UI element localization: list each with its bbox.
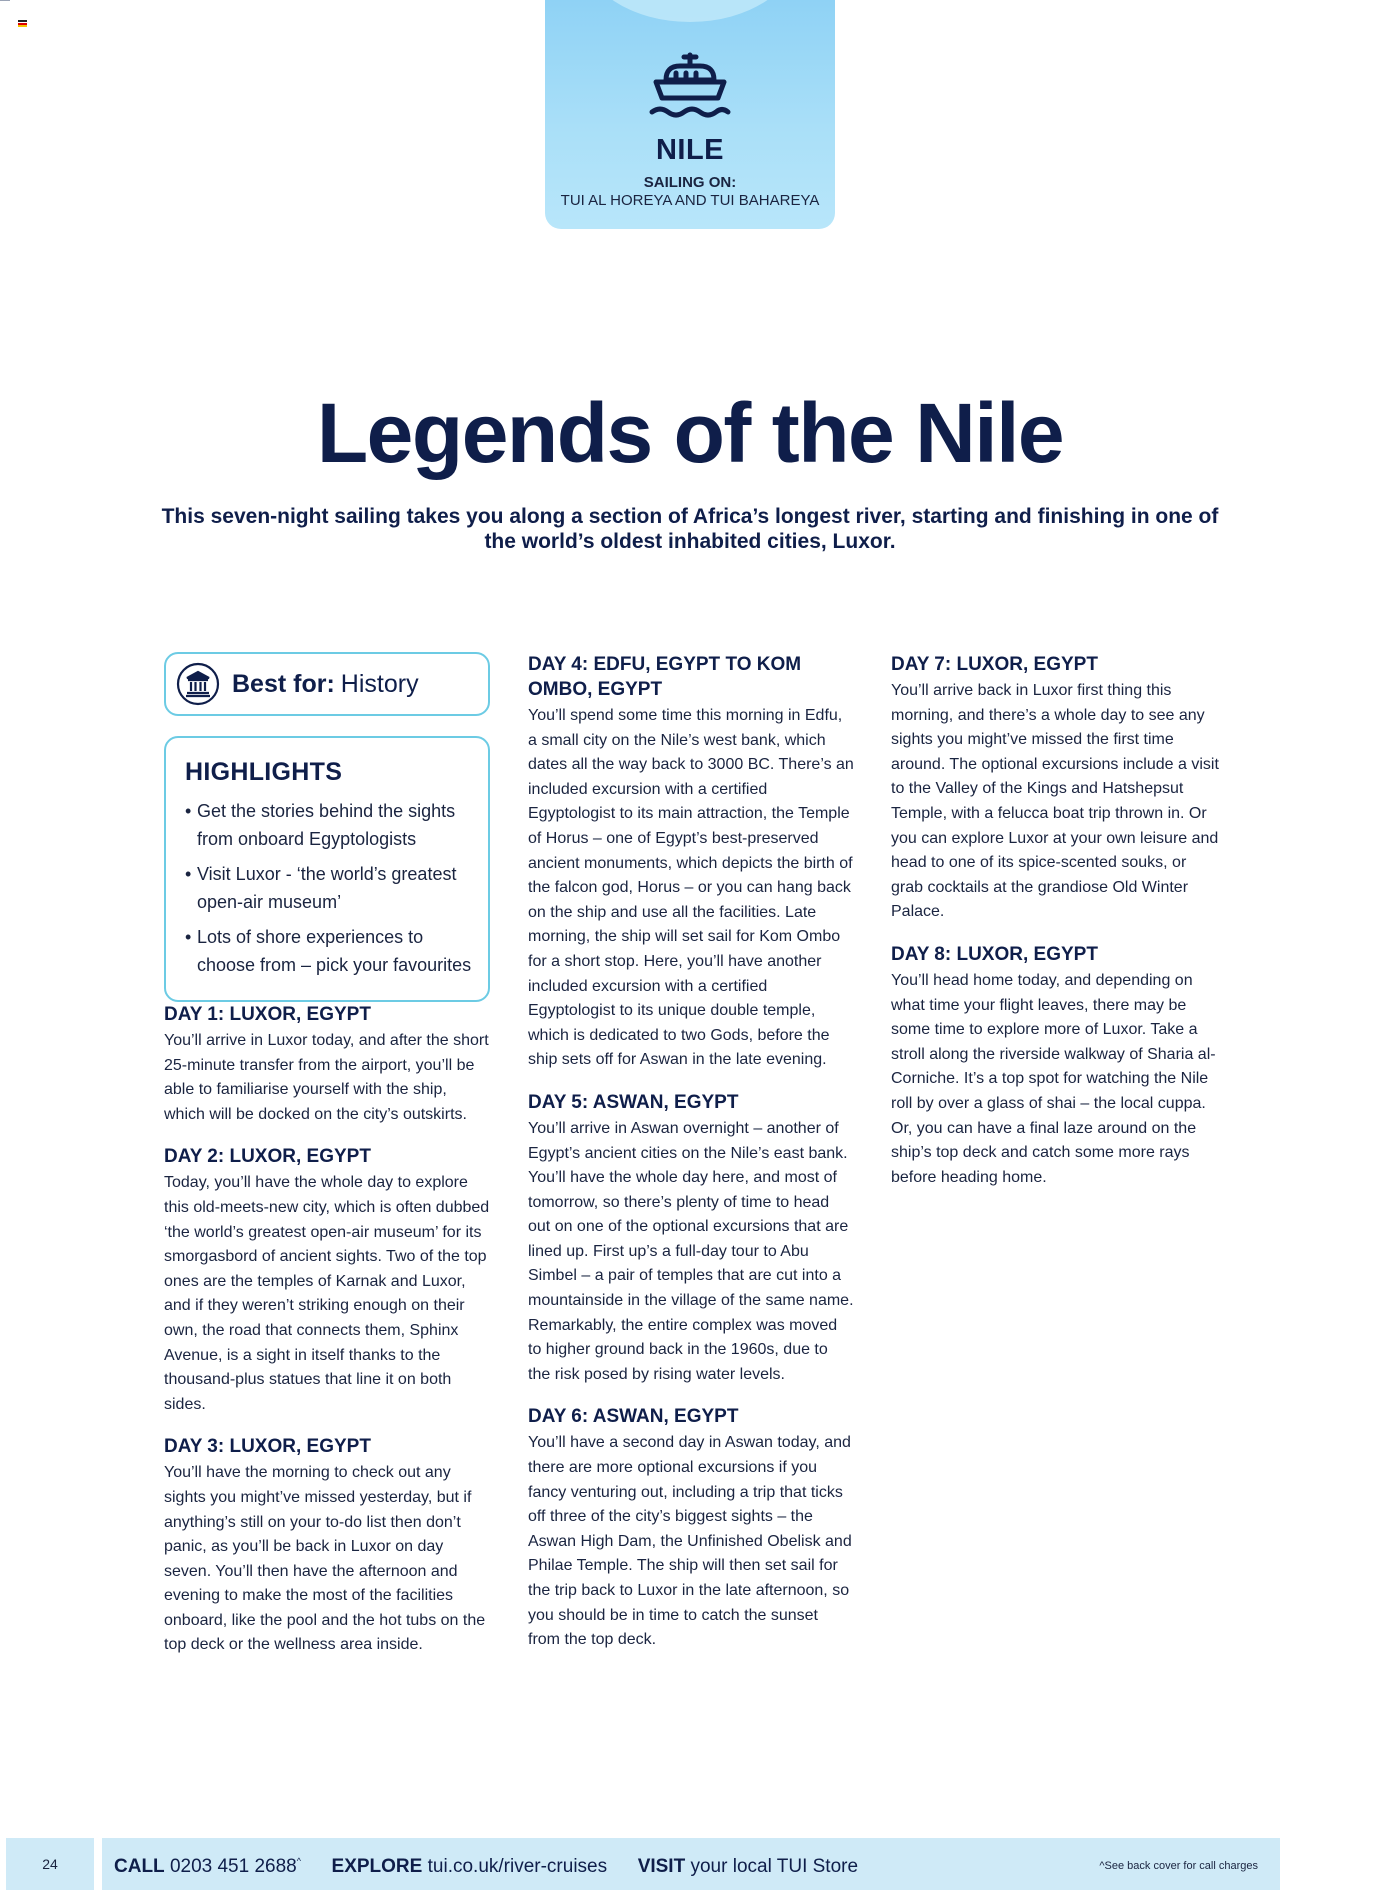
page-title: Legends of the Nile — [316, 386, 1064, 480]
call-label: CALL — [114, 1856, 165, 1877]
best-for-box — [164, 652, 490, 716]
day-section — [164, 1434, 490, 1658]
flag-icon — [18, 20, 27, 27]
best-for-value: History — [340, 669, 419, 698]
destination-banner — [545, 0, 835, 229]
day-title: DAY 3: LUXOR, EGYPT — [164, 1436, 371, 1458]
highlights-list — [185, 797, 472, 979]
day-text: You’ll arrive back in Luxor first thing this morning, and there’s a whole day to see any sights you might’ve missed the first time around. The optional excursions include a visit to the Valley of the Kings and Hatshepsut Temple, with a felucca boat trip thrown in. Or you can explore Luxor at your own leisure and head to one of its spice-scented souks, or grab cocktails at the grandiose Old Winter Palace. — [891, 682, 1219, 921]
day-section — [164, 1002, 490, 1127]
footer-bar — [0, 1838, 1280, 1890]
museum-icon — [176, 662, 220, 706]
day-text: You’ll arrive in Aswan overnight – another of Egypt’s ancient cities on the Nile’s east bank. You’ll have the whole day here, and most of tomorrow, so there’s plenty of time to head out on one of the optional excursions that are lined up. First up’s a full-day tour to Abu Simbel – a pair of temples that are cut into a mountainside in the village of the same name. Remarkably, the entire complex was moved to higher ground back in the 1960s, due to the risk posed by rising water levels. — [528, 1119, 854, 1383]
highlight-item: • Get the stories behind the sights from onboard Egyptologists — [185, 797, 472, 853]
sailing-on-label: SAILING ON: — [643, 174, 737, 191]
column-left — [164, 652, 490, 1675]
explore-link[interactable]: tui.co.uk/river-cruises — [427, 1856, 608, 1877]
visit-label: VISIT — [637, 1856, 686, 1877]
day-section — [891, 652, 1221, 925]
day-title: DAY 5: ASWAN, EGYPT — [528, 1091, 739, 1113]
day-section — [528, 1404, 854, 1652]
day-text: You’ll have the morning to check out any sights you might’ve missed yesterday, but if anything’s still on your to-do list then don’t panic, as you’ll be back in Luxor on day seven. You’ll then have the afternoon and evening to make the most of the facilities onboard, like the pool and the hot tubs on the top deck or the wellness area inside. — [164, 1464, 486, 1654]
column-middle — [528, 652, 854, 1670]
explore-label: EXPLORE — [331, 1856, 423, 1877]
visit-text: your local TUI Store — [690, 1856, 859, 1877]
call-number[interactable]: 0203 451 2688 — [169, 1856, 297, 1877]
day-section — [164, 1144, 490, 1417]
day-section — [891, 942, 1221, 1190]
day-title: DAY 1: LUXOR, EGYPT — [164, 1004, 371, 1025]
highlight-item: • Visit Luxor - ‘the world’s greatest open-air museum’ — [185, 860, 472, 916]
day-text: You’ll spend some time this morning in Edfu, a small city on the Nile’s west bank, which dates all the way back to 3000 BC. There’s an included excursion with a certified Egyptologist to its main attraction, the Temple of Horus – one of Egypt’s best-preserved ancient monuments, which depicts the birth of the falcon god, Horus – or you can hang back on the ship and use all the facilities. Late morning, the ship will set sail for Kom Ombo for a short stop. Here, you’ll have another included excursion with a certified Egyptologist to its unique double temple, which is dedicated to two Gods, before the ship sets off for Aswan in the late evening. — [528, 707, 854, 1069]
page-number: 24 — [6, 1838, 94, 1890]
best-for-label: Best for: — [232, 669, 335, 698]
day-title: DAY 4: EDFU, EGYPT TO KOM OMBO, EGYPT — [528, 654, 802, 700]
contact-links — [114, 1856, 858, 1878]
day-text: You’ll arrive in Luxor today, and after the short 25-minute transfer from the airport, you’ll be able to familiarise yourself with the ship, which will be docked on the city’s outskirts. — [164, 1032, 489, 1123]
intro-text: This seven-night sailing takes you along a section of Africa’s longest river, starting and finishing in one of the world’s oldest inhabited cities, Luxor. — [161, 505, 1219, 553]
day-text: Today, you’ll have the whole day to explore this old-meets-new city, which is often dubbed ‘the world’s greatest open-air museum’ for its smorgasbord of ancient sights. Two of the top ones are the temples of Karnak and Luxor, and if they weren’t striking enough on their own, the road that connects them, Sphinx Avenue, is a sight in itself thanks to the thousand-plus statues that line it on both sides. — [164, 1174, 490, 1413]
ship-icon — [648, 52, 732, 120]
column-right — [891, 652, 1221, 1207]
banner-arc — [583, 0, 797, 22]
day-title: DAY 7: LUXOR, EGYPT — [891, 654, 1098, 675]
ship-names: TUI AL HOREYA AND TUI BAHAREYA — [560, 192, 820, 209]
highlight-item: • Lots of shore experiences to choose from – pick your favourites — [185, 923, 472, 979]
day-text: You’ll have a second day in Aswan today, and there are more optional excursions if you fancy venturing out, including a trip that ticks off three of the city’s biggest sights – the Aswan High Dam, the Unfinished Obelisk and Philae Temple. The ship will then set sail for the trip back to Luxor in the late afternoon, so you should be in time to catch the sunset from the top deck. — [528, 1434, 852, 1649]
day-text: You’ll head home today, and depending on what time your flight leaves, there may be some time to explore more of Luxor. Take a stroll along the riverside walkway of Sharia al-Corniche. It’s a top spot for watching the Nile roll by over a glass of shai – the local cuppa. Or, you can have a final laze around on the ship’s top deck and catch some more rays before heading home. — [891, 971, 1216, 1186]
corner-mark — [0, 0, 10, 1]
highlights-box — [164, 736, 490, 1002]
banner-region: NILE — [655, 134, 725, 166]
highlights-heading: HIGHLIGHTS — [185, 758, 343, 786]
day-title: DAY 2: LUXOR, EGYPT — [164, 1146, 371, 1168]
day-section — [528, 1090, 854, 1388]
day-section — [528, 652, 854, 1073]
call-charges-mark: ^ — [296, 1856, 301, 1866]
day-title: DAY 8: LUXOR, EGYPT — [891, 943, 1098, 965]
call-charges-note: ^See back cover for call charges — [1099, 1860, 1258, 1872]
day-title: DAY 6: ASWAN, EGYPT — [528, 1406, 739, 1428]
